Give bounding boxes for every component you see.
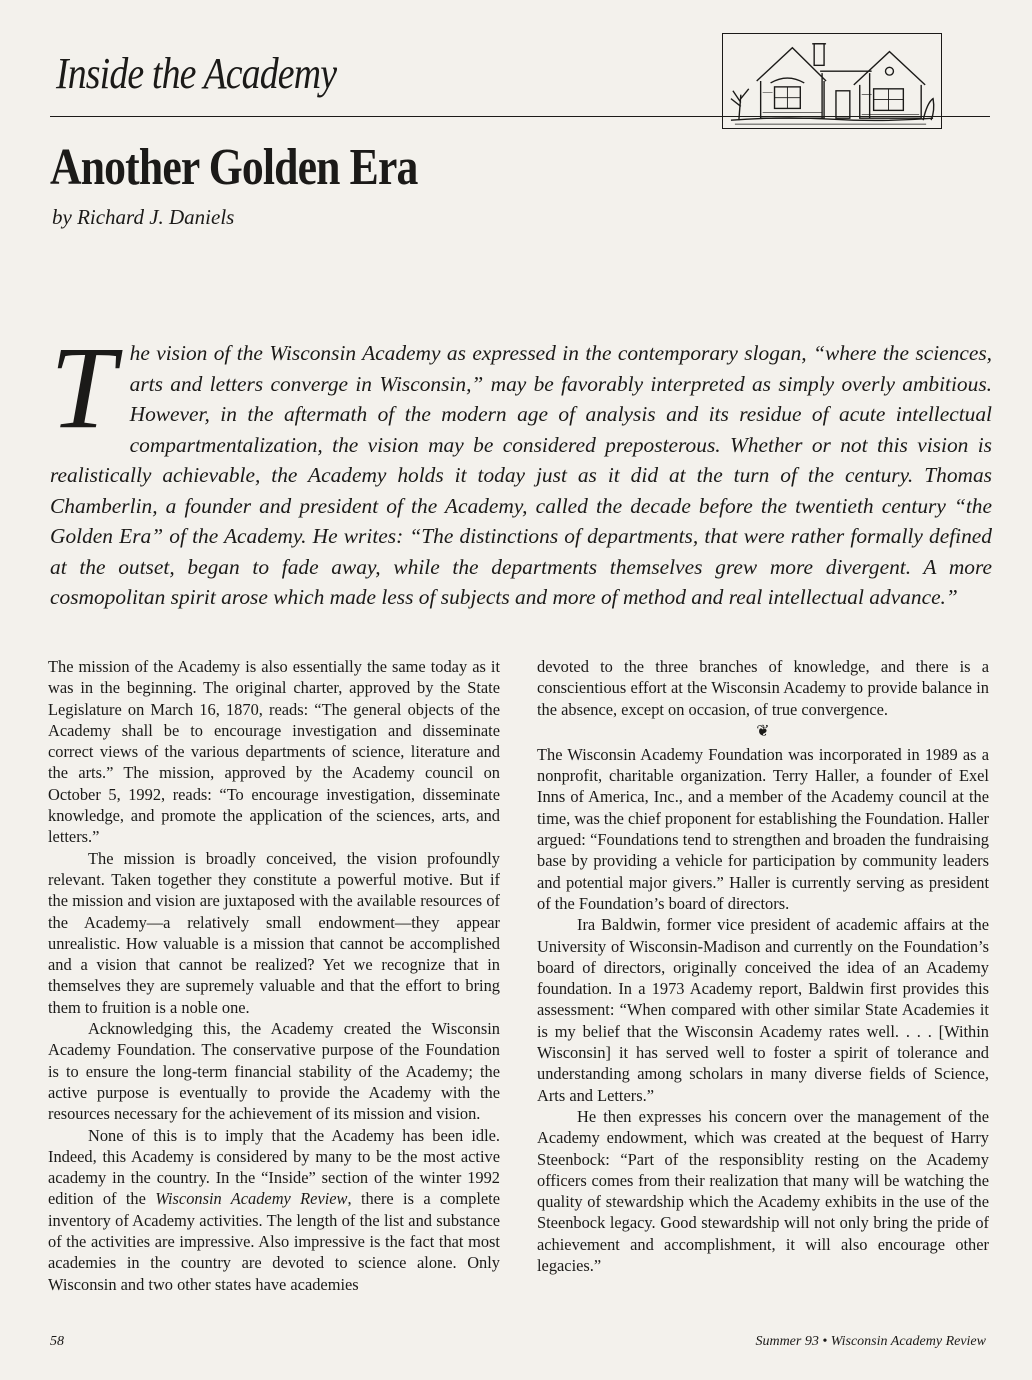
drop-cap: T bbox=[50, 322, 116, 453]
publication-title: Wisconsin Academy Review bbox=[155, 1189, 348, 1209]
article-headline: Another Golden Era bbox=[50, 139, 418, 196]
body-paragraph: The mission is broadly conceived, the vision profoundly relevant. Taken together they constitute a powerful motive. But if the mission and vision are juxtaposed with the available resources of the Academy—a relatively small endowment—they appear unrealistic. How valuable is a mission that cannot be accomplished and a vision that cannot be realized? Yet we recognize that in themselves they are supremely valuable and that the effort to bring them to fruition is a noble one. bbox=[48, 848, 500, 1017]
intro-paragraph bbox=[50, 322, 992, 613]
body-text-run: , there is a complete inventory of Academy activities. The length of the list and substance of the activities are impressive. Also impressive is the fact that most academies in the country are devoted to science alone. Only Wisconsin and two other states have academies bbox=[48, 1189, 501, 1294]
body-column-right bbox=[537, 656, 989, 1276]
body-column-left bbox=[48, 656, 500, 1295]
page-number: 58 bbox=[50, 1334, 64, 1349]
body-text-run: None of this is to imply that the Academy has been idle. Indeed, this Academy is considered by many to be the most active academy in the country. In the “Inside” section of the winter 1992 edition of the bbox=[48, 1125, 500, 1209]
fleuron-icon: ❦ bbox=[756, 722, 770, 740]
body-paragraph: The mission of the Academy is also essentially the same today as it was in the beginning. The original charter, approved by the State Legislature on March 16, 1870, reads: “The general objects of the Academy shall be to encourage investigation and disseminate correct views of the various departments of science, literature and the arts.” The mission, approved by the Academy council on October 5, 1992, reads: “To encourage investigation, disseminate knowledge, and promote the application of the sciences, arts, and letters.” bbox=[48, 657, 500, 847]
body-paragraph: He then expresses his concern over the management of the Academy endowment, which was created at the bequest of Harry Steenbock: “Part of the responsiblity resting on the Academy officers comes from their realization that many will be watching the quality of stewardship which the Academy exhibits in the use of the Steenbock legacy. Good stewardship will not only bring the pride of achievement and accomplishment, it will also encourage other legacies.” bbox=[537, 1106, 989, 1276]
body-paragraph: The Wisconsin Academy Foundation was incorporated in 1989 as a nonprofit, charitable organization. Terry Haller, a founder of Exel Inns of America, Inc., and a member of the Academy council at the time, was the chief proponent for establishing the Foundation. Haller argued: “Foundations tend to strengthen and broaden the fundraising base by providing a vehicle for participation by community leaders and potential major givers.” Haller is currently serving as president of the Foundation’s board of directors. bbox=[537, 744, 989, 913]
body-paragraph bbox=[48, 1125, 500, 1295]
house-drawing bbox=[723, 34, 941, 128]
body-paragraph: Ira Baldwin, former vice president of academic affairs at the University of Wisconsin-Madison and currently on the Foundation’s board of directors, originally conceived the idea of an Academy foundation. In a 1973 Academy report, Baldwin first provides this assessment: “When compared with other similar State Academies it is my belief that the Wisconsin Academy rates well. . . . [Within Wisconsin] it has served well to foster a spirit of tolerance and understanding among scholars in many diverse fields of Science, Arts and Letters.” bbox=[537, 915, 989, 1105]
house-illustration-icon bbox=[722, 33, 942, 129]
section-title: Inside the Academy bbox=[56, 49, 337, 98]
body-paragraph: Acknowledging this, the Academy created the Wisconsin Academy Foundation. The conservative purpose of the Foundation is to ensure the long-term financial stability of the Academy; the active purpose is eventually to provide the Academy with the resources necessary for the achievement of its mission and vision. bbox=[48, 1019, 500, 1124]
header-rule bbox=[50, 116, 990, 117]
issue-footer: Summer 93 • Wisconsin Academy Review bbox=[755, 1334, 986, 1349]
article-byline: by Richard J. Daniels bbox=[52, 205, 235, 229]
intro-text: he vision of the Wisconsin Academy as expressed in the contemporary slogan, “where the sciences, arts and letters converge in Wisconsin,” may be favorably interpreted as simply overly ambitious. However, in the aftermath of the modern age of analysis and its residue of acute intellectual compartmentalization, the vision may be considered preposterous. Whether or not this vision is realistically achievable, the Academy holds it today just as it did at the turn of the century. Thomas Chamberlin, a founder and president of the Academy, called the decade before the twentieth century “the Golden Era” of the Academy. He writes: “The distinctions of departments, that were rather formally defined at the outset, began to fade away, while the departments themselves grew more divergent. A more cosmopolitan spirit arose which made less of subjects and more of method and real intellectual advance.” bbox=[50, 341, 992, 609]
body-paragraph: devoted to the three branches of knowledge, and there is a conscientious effort at the Wisconsin Academy to provide balance in the absence, except on occasion, of true convergence. bbox=[537, 657, 989, 719]
